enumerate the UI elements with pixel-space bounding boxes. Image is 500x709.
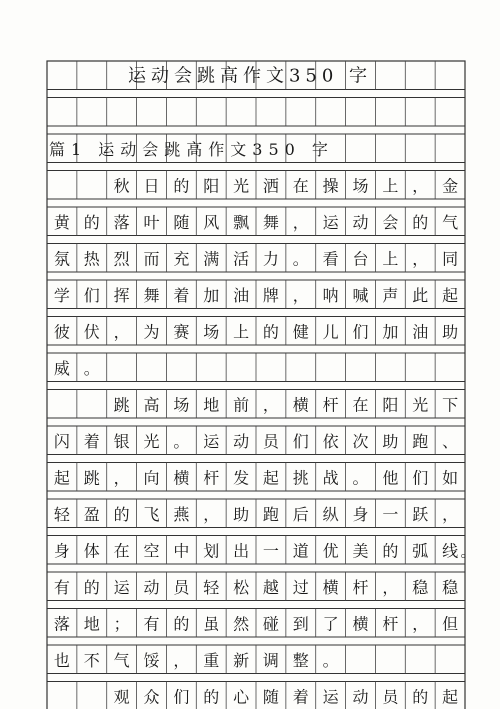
essay-char: 上 <box>382 176 399 196</box>
essay-char: 调 <box>262 651 279 671</box>
essay-char: 前 <box>233 395 250 415</box>
essay-char: 众 <box>143 687 160 707</box>
essay-char: 过 <box>292 578 309 598</box>
essay-char: 跑 <box>262 505 279 525</box>
essay-char: 彼 <box>53 322 70 342</box>
essay-subtitle: 篇1 运动会跳高作文350 字 <box>49 140 334 160</box>
essay-char: 而 <box>143 249 160 269</box>
essay-char: 杆 <box>203 468 220 488</box>
essay-char: 光 <box>143 432 160 452</box>
essay-char: 。 <box>292 249 309 269</box>
essay-char: 助 <box>233 505 250 525</box>
essay-char: 闪 <box>53 432 70 452</box>
essay-char: 为 <box>143 322 160 342</box>
essay-char: 场 <box>203 322 220 342</box>
essay-char: 呐 <box>322 286 339 306</box>
essay-char: 依 <box>322 432 339 452</box>
essay-char: 随 <box>173 213 190 233</box>
essay-char: 美 <box>352 541 369 561</box>
essay-char: 洒 <box>262 176 279 196</box>
essay-char: 横 <box>173 468 190 488</box>
essay-char: 也 <box>53 651 70 671</box>
essay-char: 光 <box>233 176 250 196</box>
essay-char: ， <box>113 468 130 488</box>
essay-char: 稳 <box>442 578 459 598</box>
essay-char: 到 <box>292 614 309 634</box>
essay-char: 地 <box>83 614 100 634</box>
essay-char: ， <box>173 651 190 671</box>
essay-char: 喊 <box>352 286 369 306</box>
essay-char: 助 <box>442 322 459 342</box>
essay-char: 战 <box>322 468 339 488</box>
essay-char: 儿 <box>322 322 339 342</box>
essay-char: 发 <box>233 468 250 488</box>
essay-char: 阳 <box>382 395 399 415</box>
essay-char: 金 <box>442 176 459 196</box>
essay-char: 、 <box>442 432 459 452</box>
essay-char: 起 <box>442 286 459 306</box>
essay-char: 但 <box>442 614 459 634</box>
essay-char: 。 <box>322 651 339 671</box>
essay-char: ， <box>442 505 459 525</box>
essay-char: 助 <box>382 432 399 452</box>
essay-char: 向 <box>143 468 160 488</box>
essay-char: 下 <box>442 395 459 415</box>
essay-char: 的 <box>203 687 220 707</box>
essay-char: 出 <box>233 541 250 561</box>
essay-char: 松 <box>233 578 250 598</box>
essay-char: 气 <box>113 651 130 671</box>
essay-char: 声 <box>382 286 399 306</box>
essay-char: 横 <box>322 578 339 598</box>
essay-char: 员 <box>173 578 190 598</box>
essay-char: 充 <box>173 249 190 269</box>
essay-char: 的 <box>382 541 399 561</box>
essay-char: 油 <box>412 322 429 342</box>
essay-char: 健 <box>292 322 309 342</box>
essay-char: 落 <box>53 614 70 634</box>
essay-char: ， <box>113 322 130 342</box>
essay-char: 的 <box>412 687 429 707</box>
essay-char: 在 <box>113 541 130 561</box>
essay-char: ， <box>203 505 220 525</box>
essay-char: 馁 <box>143 651 160 671</box>
essay-char: 稳 <box>412 578 429 598</box>
essay-char: 员 <box>262 432 279 452</box>
essay-char: 有 <box>143 614 160 634</box>
essay-char: 纵 <box>322 505 339 525</box>
essay-char: 动 <box>352 213 369 233</box>
essay-char: 杆 <box>382 614 399 634</box>
essay-char: 跳 <box>113 395 130 415</box>
essay-char: 杆 <box>352 578 369 598</box>
essay-char: 日 <box>143 176 160 196</box>
essay-char: 气 <box>442 213 459 233</box>
essay-char: 起 <box>442 687 459 707</box>
essay-char: 挥 <box>113 286 130 306</box>
essay-char: 舞 <box>262 213 279 233</box>
essay-char: ， <box>382 578 399 598</box>
essay-char: 。 <box>460 542 476 561</box>
essay-char: 上 <box>382 249 399 269</box>
essay-char: 场 <box>352 176 369 196</box>
essay-char: 。 <box>83 359 100 379</box>
essay-char: 着 <box>83 432 100 452</box>
essay-char: 线 <box>442 541 459 561</box>
essay-char: 在 <box>292 176 309 196</box>
essay-char: 。 <box>173 432 190 452</box>
essay-char: 的 <box>83 213 100 233</box>
essay-char: 活 <box>233 249 250 269</box>
essay-char: 了 <box>322 614 339 634</box>
essay-char: 后 <box>292 505 309 525</box>
essay-char: 不 <box>83 651 100 671</box>
essay-char: 运 <box>113 578 130 598</box>
essay-body <box>49 140 475 709</box>
essay-char: 同 <box>442 249 459 269</box>
essay-char: 落 <box>113 213 130 233</box>
essay-char: ， <box>412 249 429 269</box>
essay-char: 次 <box>352 432 369 452</box>
essay-char: 虽 <box>203 614 220 634</box>
essay-char: 他 <box>382 468 399 488</box>
essay-char: 跃 <box>412 505 429 525</box>
essay-char: 会 <box>382 213 399 233</box>
essay-char: 黄 <box>53 213 70 233</box>
essay-char: ， <box>412 176 429 196</box>
essay-char: 们 <box>173 687 190 707</box>
essay-char: 盈 <box>83 505 100 525</box>
essay-char: 学 <box>53 286 70 306</box>
essay-char: 运 <box>203 432 220 452</box>
essay-char: 的 <box>412 213 429 233</box>
essay-char: ， <box>412 614 429 634</box>
essay-char: ， <box>262 395 279 415</box>
essay-char: 此 <box>412 286 429 306</box>
essay-char: 的 <box>83 578 100 598</box>
essay-char: 飞 <box>143 505 160 525</box>
essay-char: 道 <box>292 541 309 561</box>
essay-char: 然 <box>233 614 250 634</box>
essay-char: ， <box>292 213 309 233</box>
essay-char: 动 <box>233 432 250 452</box>
essay-char: 起 <box>262 468 279 488</box>
essay-char: 划 <box>203 541 220 561</box>
essay-char: 燕 <box>173 505 190 525</box>
essay-char: 整 <box>292 651 309 671</box>
essay-char: 秋 <box>113 176 130 196</box>
essay-char: 们 <box>412 468 429 488</box>
essay-char: 重 <box>203 651 220 671</box>
essay-char: 看 <box>322 249 339 269</box>
essay-char: 场 <box>173 395 190 415</box>
essay-char: 一 <box>262 541 279 561</box>
essay-char: 操 <box>322 176 339 196</box>
essay-char: 横 <box>352 614 369 634</box>
essay-char: 光 <box>412 395 429 415</box>
essay-char: 叶 <box>143 213 160 233</box>
essay-char: 力 <box>262 249 279 269</box>
essay-char: 银 <box>113 432 130 452</box>
essay-char: 高 <box>143 395 160 415</box>
essay-char: 热 <box>83 249 100 269</box>
page-title: 运动会跳高作文350 字 <box>127 65 373 87</box>
essay-char: 有 <box>53 578 70 598</box>
essay-char: 新 <box>233 651 250 671</box>
essay-char: 加 <box>382 322 399 342</box>
essay-char: 轻 <box>53 505 70 525</box>
essay-char: 烈 <box>113 249 130 269</box>
essay-char: 挑 <box>292 468 309 488</box>
essay-char: 飘 <box>233 213 250 233</box>
essay-char: 起 <box>53 468 70 488</box>
essay-char: 观 <box>113 687 130 707</box>
essay-char: 碰 <box>262 614 279 634</box>
essay-char: 如 <box>442 468 459 488</box>
essay-char: 们 <box>292 432 309 452</box>
essay-char: 身 <box>352 505 369 525</box>
essay-char: 动 <box>143 578 160 598</box>
essay-char: 优 <box>322 541 339 561</box>
essay-char: 的 <box>173 176 190 196</box>
essay-char: 的 <box>262 322 279 342</box>
essay-char: 的 <box>173 614 190 634</box>
essay-char: 空 <box>143 541 160 561</box>
essay-char: 牌 <box>262 286 279 306</box>
essay-char: 赛 <box>173 322 190 342</box>
essay-char: 心 <box>233 687 250 707</box>
essay-char: 上 <box>233 322 250 342</box>
essay-char: 着 <box>173 286 190 306</box>
essay-char: 在 <box>352 395 369 415</box>
essay-char: 阳 <box>203 176 220 196</box>
essay-char: 随 <box>262 687 279 707</box>
essay-char: 。 <box>352 468 369 488</box>
essay-char: 舞 <box>143 286 160 306</box>
essay-char: 满 <box>203 249 220 269</box>
essay-char: 杆 <box>322 395 339 415</box>
essay-char: 一 <box>382 505 399 525</box>
essay-char: 运 <box>322 687 339 707</box>
essay-char: ， <box>292 286 309 306</box>
essay-char: 跳 <box>83 468 100 488</box>
essay-char: 威 <box>53 359 70 379</box>
essay-char: 横 <box>292 395 309 415</box>
essay-char: 们 <box>83 286 100 306</box>
essay-char: 身 <box>53 541 70 561</box>
essay-char: 动 <box>352 687 369 707</box>
essay-char: 油 <box>233 286 250 306</box>
essay-char: 弧 <box>412 541 429 561</box>
essay-char: 跑 <box>412 432 429 452</box>
essay-char: 轻 <box>203 578 220 598</box>
essay-char: 们 <box>352 322 369 342</box>
essay-char: 加 <box>203 286 220 306</box>
essay-char: 的 <box>113 505 130 525</box>
essay-char: 风 <box>203 213 220 233</box>
essay-char: 员 <box>382 687 399 707</box>
essay-char: 氛 <box>53 249 70 269</box>
essay-char: 伏 <box>83 322 100 342</box>
essay-char: ； <box>113 614 130 634</box>
essay-char: 地 <box>203 395 220 415</box>
essay-char: 运 <box>322 213 339 233</box>
essay-char: 中 <box>173 541 190 561</box>
essay-char: 着 <box>292 687 309 707</box>
essay-char: 越 <box>262 578 279 598</box>
essay-char: 台 <box>352 249 369 269</box>
essay-char: 体 <box>83 541 100 561</box>
